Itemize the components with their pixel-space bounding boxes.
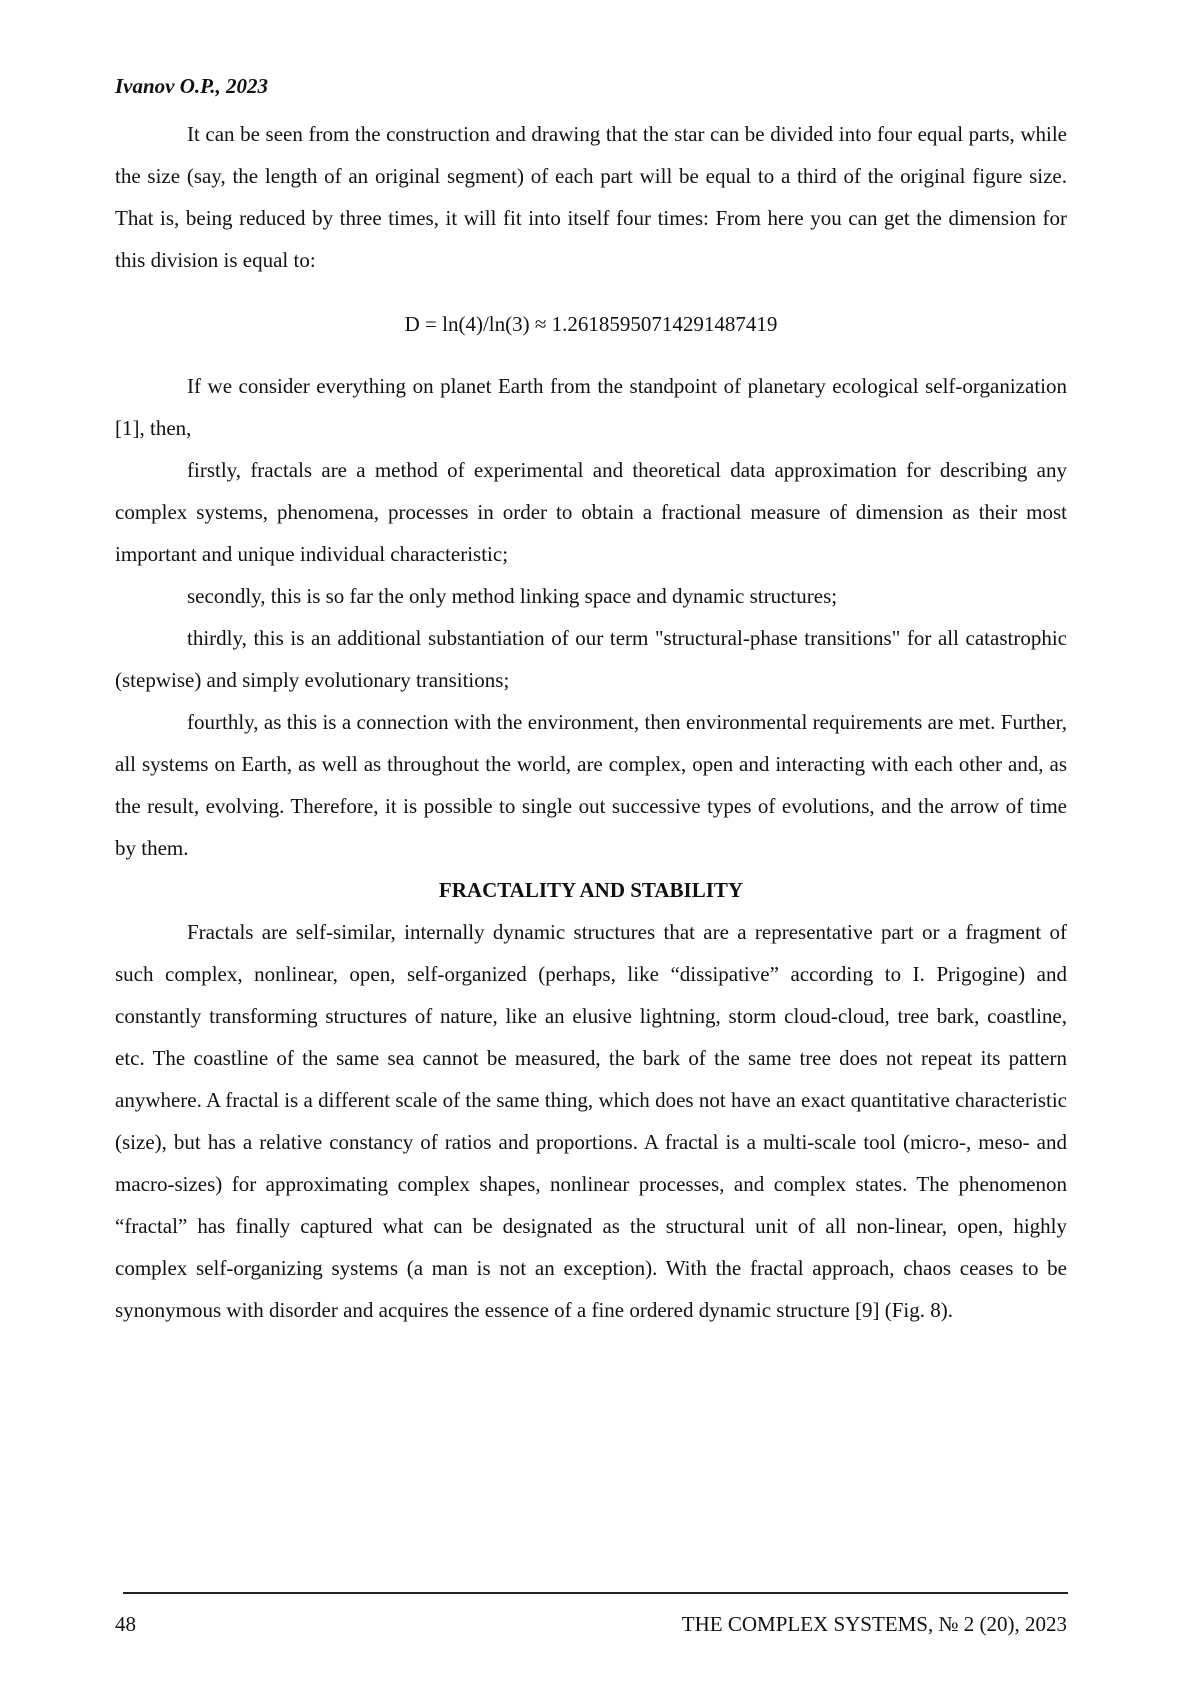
formula-dimension: D = ln(4)/ln(3) ≈ 1.26185950714291487419 [404,312,778,336]
paragraph-secondly: secondly, this is so far the only method linking space and dynamic structures; [187,584,838,608]
paragraph-firstly: firstly, fractals are a method of experimental and theoretical data approximation for describing any complex systems, phenomena, processes in order to obtain a fractional measure of dimension as their most important and unique individual characteristic; [115,458,1067,566]
paragraph-fourthly: fourthly, as this is a connection with the environment, then environmental requirements are met. Further, all systems on Earth, as well as throughout the world, are complex, open and interacting with each other and, as the result, evolving. Therefore, it is possible to single out successive types of evolutions, and the arrow of time by them. [115,710,1067,860]
footer-divider [123,1592,1068,1594]
paragraph-fractals-definition: Fractals are self-similar, internally dynamic structures that are a representative part or a fragment of such complex, nonlinear, open, self-organized (perhaps, like “dissipative” according to I. Prigogine) and constantly transforming structures of nature, like an elusive lightning, storm cloud-cloud, tree bark, coastline, etc. The coastline of the same sea cannot be measured, the bark of the same tree does not repeat its pattern anywhere. A fractal is a different scale of the same thing, which does not have an exact quantitative characteristic (size), but has a relative constancy of ratios and proportions. A fractal is a multi-scale tool (micro-, meso- and macro-sizes) for approximating complex shapes, nonlinear processes, and complex states. The phenomenon “fractal” has finally captured what can be designated as the structural unit of all non-linear, open, highly complex self-organizing systems (a man is not an exception). With the fractal approach, chaos ceases to be synonymous with disorder and acquires the essence of a fine ordered dynamic structure [9] (Fig. 8). [115,920,1067,1322]
journal-title: THE COMPLEX SYSTEMS, № 2 (20), 2023 [681,1612,1067,1636]
running-header-author: Ivanov O.P., 2023 [115,74,269,98]
paragraph-star-division: It can be seen from the construction and drawing that the star can be divided into four equal parts, while the size (say, the length of an original segment) of each part will be equal to a third of the original figure size. That is, being reduced by three times, it will fit into itself four times: From here you can get the dimension for this division is equal to: [115,122,1067,272]
paragraph-planetary-self-organization: If we consider everything on planet Earth from the standpoint of planetary ecological self-organization [1], then, [115,374,1067,440]
paragraph-thirdly: thirdly, this is an additional substantiation of our term "structural-phase transitions" for all catastrophic (stepwise) and simply evolutionary transitions; [115,626,1067,692]
page-number: 48 [115,1612,136,1636]
section-heading: FRACTALITY AND STABILITY [438,878,744,902]
body-text [115,113,1067,1331]
